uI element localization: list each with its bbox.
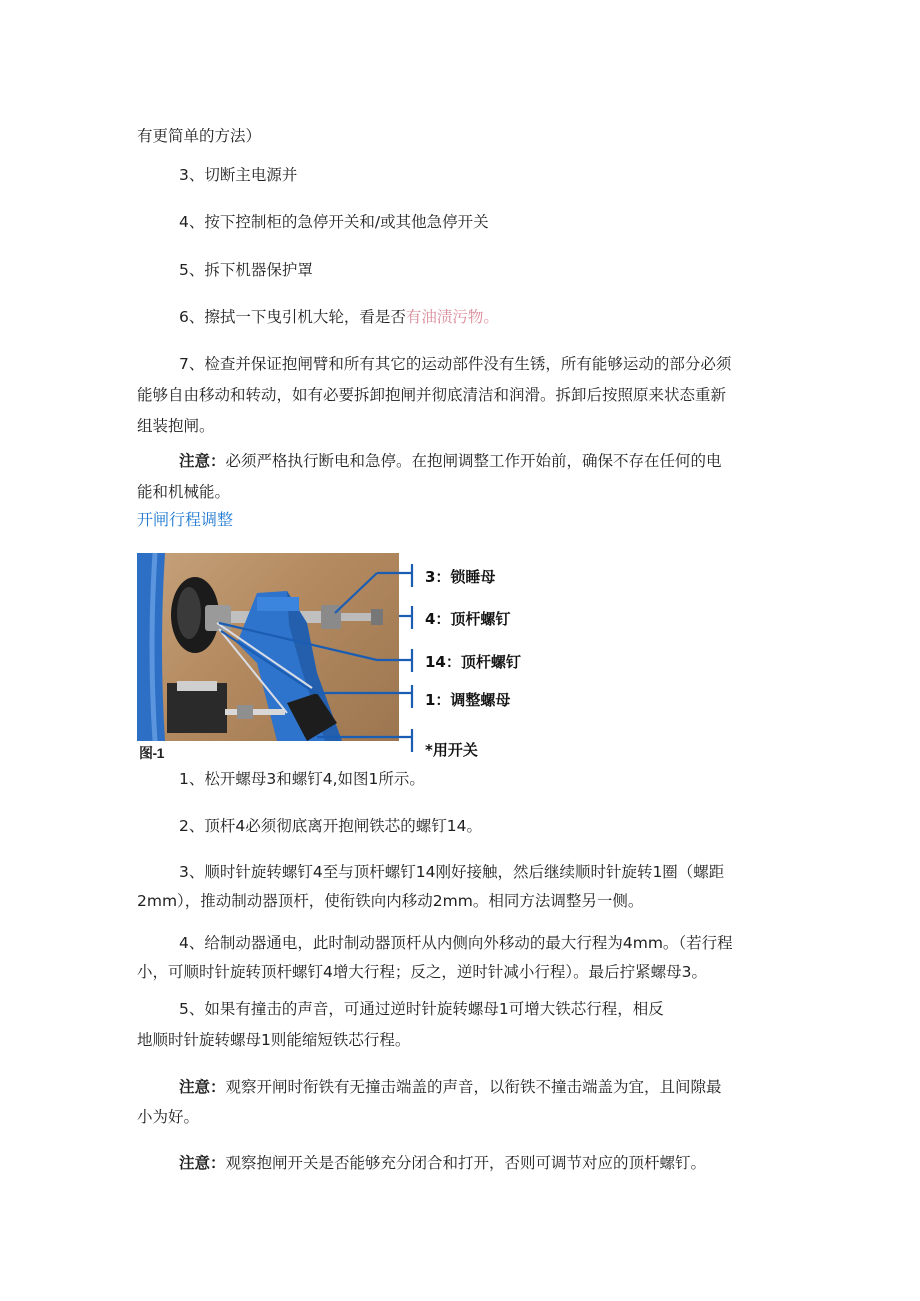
step-6-wipe-wheel [179, 302, 499, 333]
brake-photo [137, 553, 399, 741]
label-switch: *用开关 [425, 741, 478, 759]
adjust-step-4-line-1: 4、给制动器通电，此时制动器顶杆从内侧向外移动的最大行程为4mm。（若行程 [179, 934, 733, 952]
step-6-highlight: 有油渍污物。 [405, 308, 499, 326]
adjust-step-5-line-1: 5、如果有撞击的声音，可通过逆时针旋转螺母1可增大铁芯行程，相反 [179, 1000, 664, 1018]
note-3-label: 注意： [179, 1154, 226, 1172]
note-2-label: 注意： [179, 1078, 226, 1096]
adjust-step-5-line-2: 地顺时针旋转螺母1则能缩短铁芯行程。 [137, 1031, 411, 1049]
brake-illustration [137, 553, 399, 741]
figure-1 [137, 553, 539, 763]
step-6-text: 6、擦拭一下曳引机大轮，看是否 [179, 308, 406, 326]
note-2-line-2: 小为好。 [137, 1108, 200, 1126]
paragraph-continuation: 有更简单的方法） [137, 127, 262, 145]
adjust-step-3-line-1: 3、顺时针旋转螺钉4至与顶杆螺钉14刚好接触，然后继续顺时针旋转1圈（螺距 [179, 863, 725, 881]
label-ejector-screw-14: 14：顶杆螺钉 [425, 653, 521, 671]
note-1-text: 必须严格执行断电和急停。在抱闸调整工作开始前，确保不存在任何的电 [225, 452, 722, 470]
note-1-line-2: 能和机械能。 [137, 483, 231, 501]
note-1-line-1 [179, 446, 722, 477]
adjust-step-4-line-2: 小，可顺时针旋转顶杆螺钉4增大行程；反之，逆时针减小行程）。最后拧紧螺母3。 [137, 963, 707, 981]
note-2-text: 观察开闸时衔铁有无撞击端盖的声音，以衔铁不撞击端盖为宜，且间隙最 [225, 1078, 722, 1096]
label-lock-nut: 3：锁睡母 [425, 568, 496, 586]
label-adjusting-nut: 1：调整螺母 [425, 691, 511, 709]
step-4-emergency-stop: 4、按下控制柜的急停开关和/或其他急停开关 [179, 213, 489, 231]
note-3-line-1 [179, 1148, 706, 1179]
note-1-label: 注意： [179, 452, 226, 470]
label-clip [422, 733, 542, 759]
label-ejector-screw-4: 4：顶杆螺钉 [425, 610, 511, 628]
adjust-step-1: 1、松开螺母3和螺钉4,如图1所示。 [179, 770, 425, 788]
note-2-line-1 [179, 1072, 722, 1103]
step-7-line-2: 能够自由移动和转动，如有必要拆卸抱闸并彻底清洁和润滑。拆卸后按照原来状态重新 [137, 386, 727, 404]
adjust-step-3-line-2: 2mm），推动制动器顶杆，使衔铁向内移动2mm。相同方法调整另一侧。 [137, 892, 644, 910]
adjust-step-2: 2、顶杆4必须彻底离开抱闸铁芯的螺钉14。 [179, 817, 482, 835]
step-7-line-3: 组装抱闸。 [137, 417, 215, 435]
figure-caption: 图-1 [139, 745, 164, 761]
step-5-remove-cover: 5、拆下机器保护罩 [179, 261, 313, 279]
step-3-cut-power: 3、切断主电源并 [179, 166, 298, 184]
note-3-text: 观察抱闸开关是否能够充分闭合和打开，否则可调节对应的顶杆螺钉。 [225, 1154, 707, 1172]
step-7-line-1: 7、检查并保证抱闸臂和所有其它的运动部件没有生锈，所有能够运动的部分必须 [179, 355, 732, 373]
section-heading: 开闸行程调整 [137, 510, 234, 529]
